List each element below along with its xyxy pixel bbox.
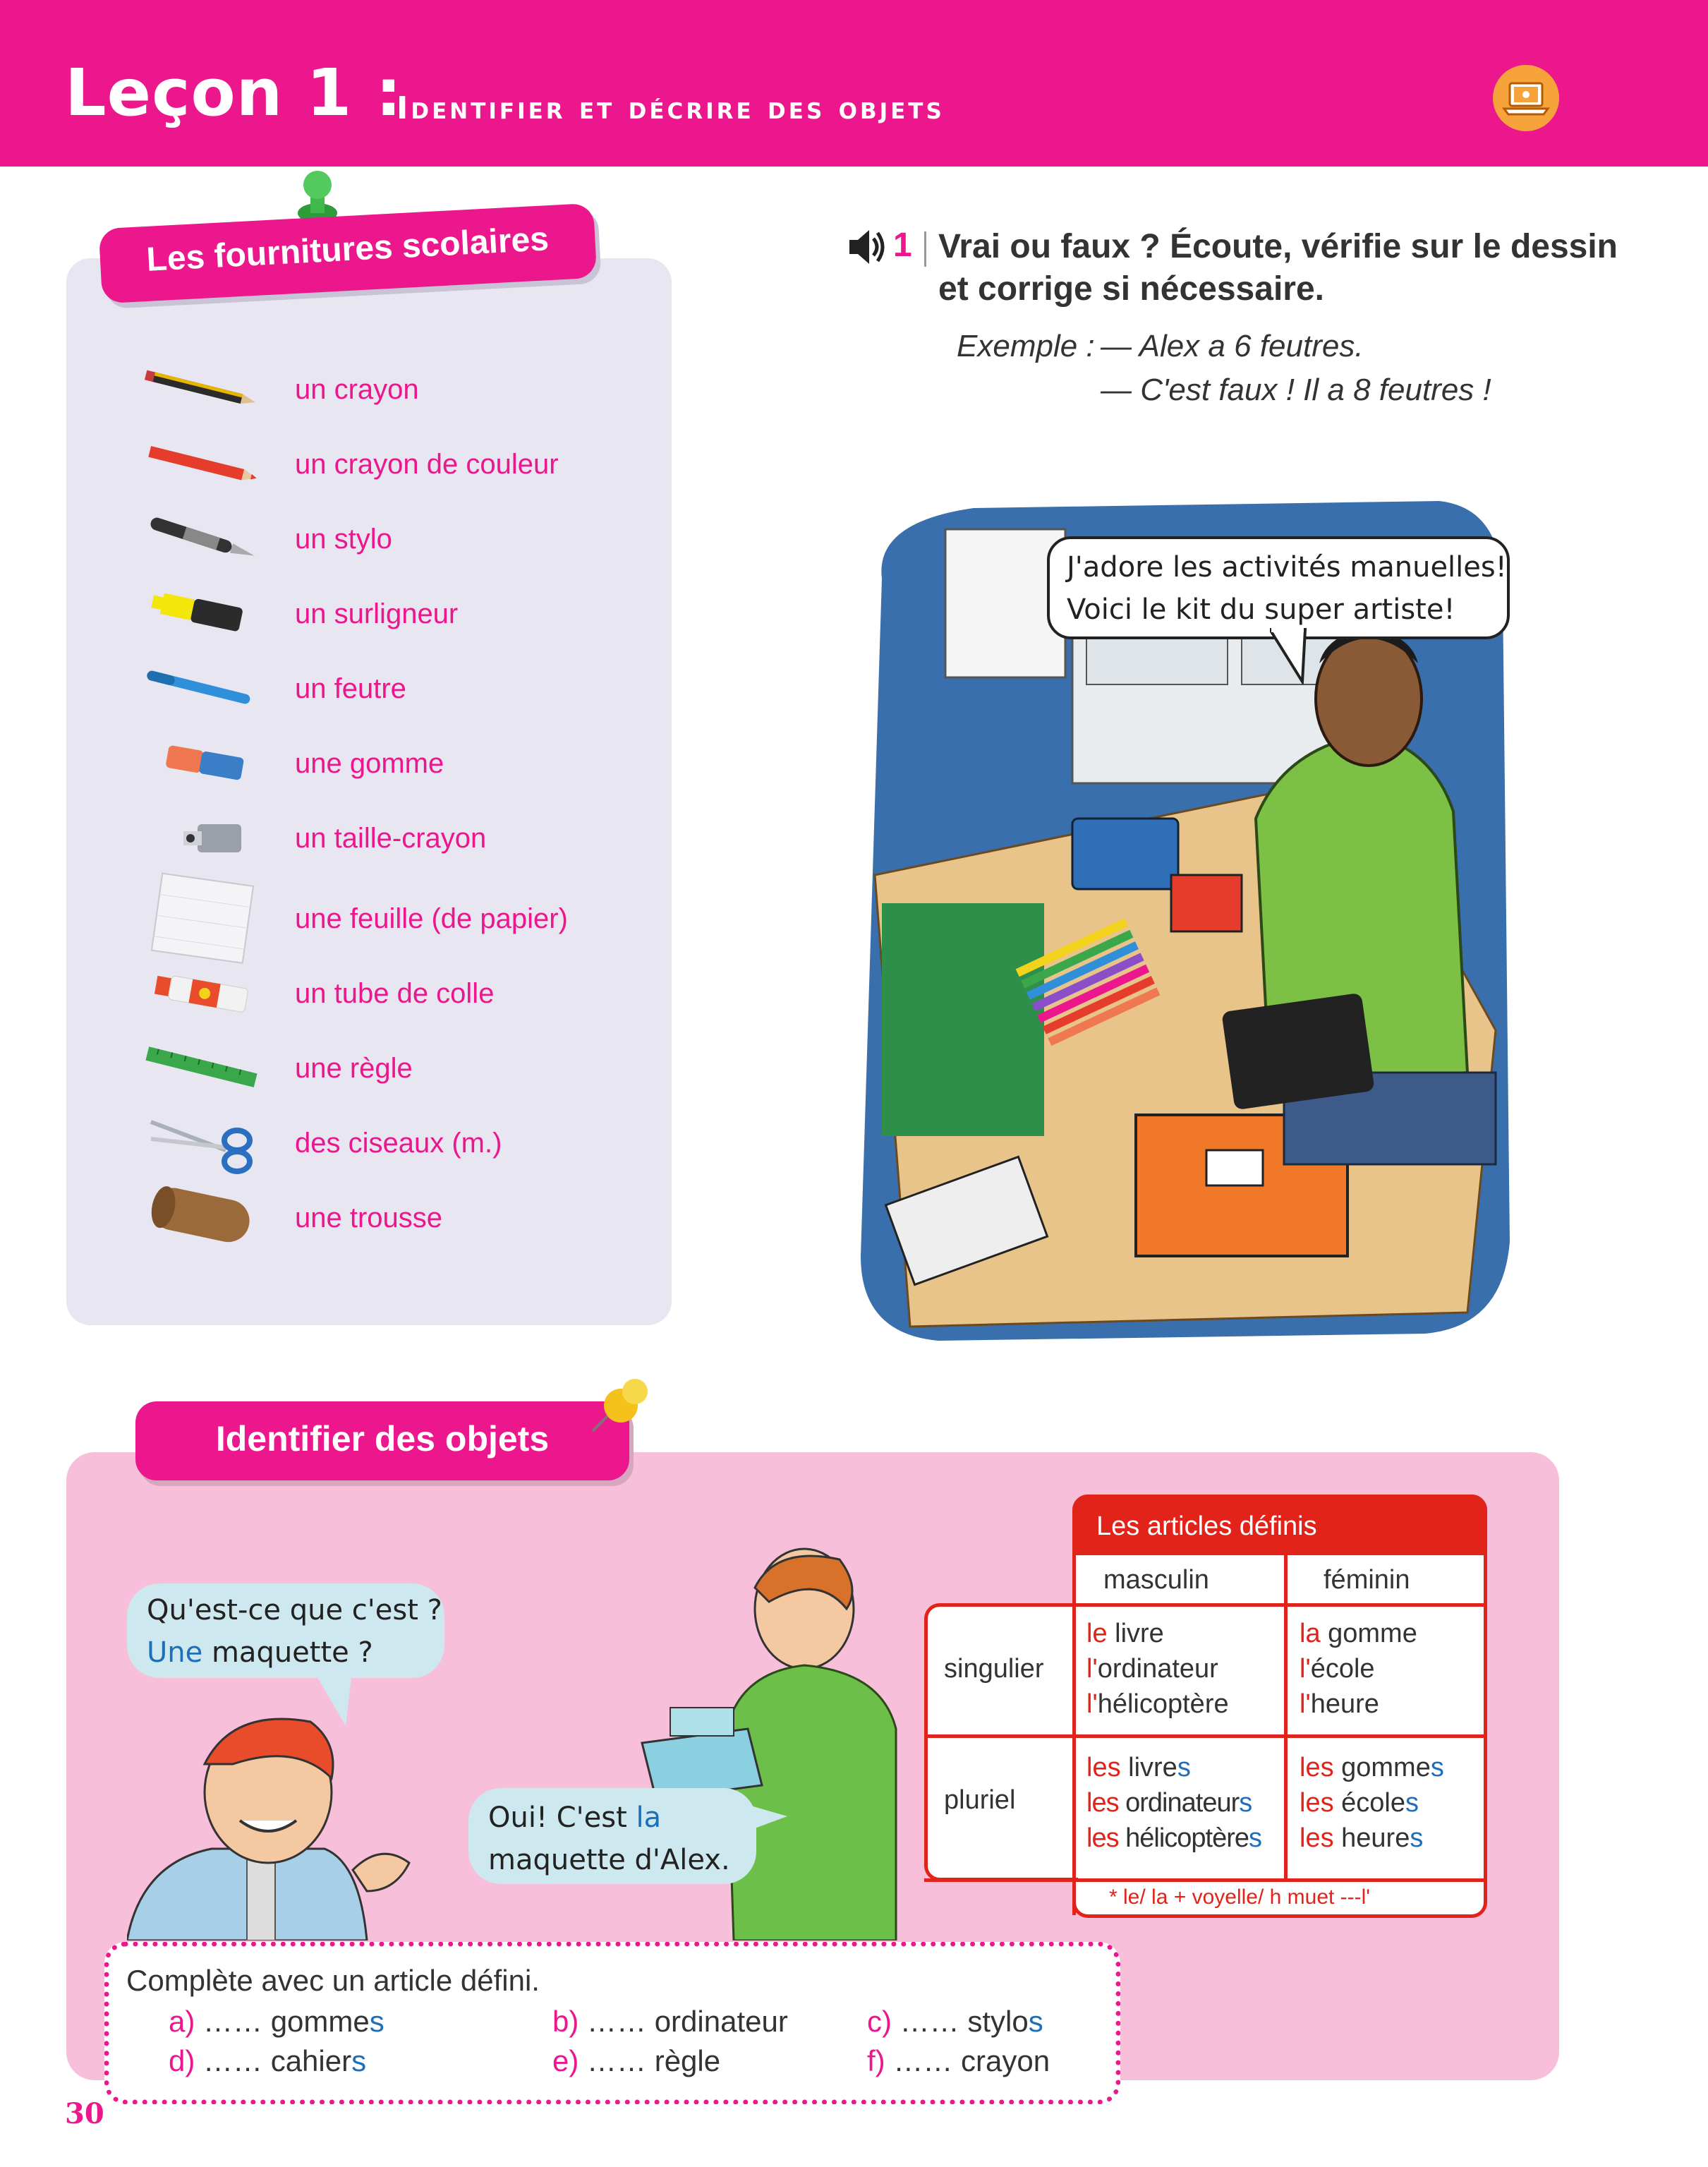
exercise-item-b[interactable] xyxy=(552,2005,788,2039)
item-blank[interactable]: …… xyxy=(195,2005,271,2038)
exercise-instruction: Vrai ou faux ? Écoute, vérifie sur le dessin et corrige si nécessaire. xyxy=(938,228,1618,308)
pencil-case-icon xyxy=(141,1174,261,1259)
item-blank[interactable]: …… xyxy=(579,2005,655,2038)
table-title: Les articles définis xyxy=(1096,1511,1317,1541)
item-letter: d) xyxy=(169,2044,195,2077)
plural-suffix: s xyxy=(1430,1753,1444,1782)
article-part: les xyxy=(1300,1753,1334,1782)
supply-label: des ciseaux (m.) xyxy=(295,1128,502,1159)
scissors-icon xyxy=(141,1108,261,1178)
plural-suffix: s xyxy=(1239,1788,1252,1818)
article-part: les xyxy=(1300,1788,1334,1818)
speech-line: J'adore les activités manuelles! xyxy=(1067,551,1507,584)
audio-speaker-icon[interactable] xyxy=(845,226,888,268)
table-cell-entry xyxy=(1086,1823,1261,1854)
question-rest: maquette ? xyxy=(202,1636,373,1669)
grid-line xyxy=(924,1734,1487,1738)
speech-line: Voici le kit du super artiste! xyxy=(1067,593,1455,626)
plural-suffix: s xyxy=(1410,1823,1424,1853)
plural-suffix: s xyxy=(1405,1788,1419,1818)
supply-label: un crayon de couleur xyxy=(295,449,559,480)
item-word: cahier xyxy=(270,2044,352,2077)
item-word: crayon xyxy=(961,2044,1050,2077)
exercise2-instruction: Complète avec un article défini. xyxy=(126,1964,540,1997)
row-header-block xyxy=(924,1603,1078,1881)
article-part: la xyxy=(1300,1619,1321,1648)
definite-article: la xyxy=(636,1801,662,1834)
supply-item xyxy=(141,653,663,724)
supply-item xyxy=(141,728,663,799)
ruler-icon xyxy=(141,1033,261,1104)
item-blank[interactable]: …… xyxy=(579,2044,655,2077)
indefinite-article: Une xyxy=(147,1636,203,1669)
article-part: le xyxy=(1086,1619,1108,1648)
plural-suffix: s xyxy=(1028,2005,1043,2038)
supply-label: un taille-crayon xyxy=(295,823,487,854)
item-word: stylo xyxy=(967,2005,1029,2038)
plural-suffix: s xyxy=(1249,1823,1262,1853)
item-word: gomme xyxy=(270,2005,370,2038)
example-line: — C'est faux ! Il a 8 feutres ! xyxy=(1101,373,1491,407)
lesson-subtitle: Identifier et décrire des objets xyxy=(396,90,945,126)
supply-label: une règle xyxy=(295,1053,413,1084)
noun-part: heure xyxy=(1310,1689,1379,1719)
item-letter: e) xyxy=(552,2044,579,2077)
grid-line xyxy=(924,1878,1487,1882)
exercise-item-d[interactable] xyxy=(169,2044,366,2078)
supply-item xyxy=(141,429,663,500)
noun-part: école xyxy=(1333,1788,1405,1818)
table-footnote: * le/ la + voyelle/ h muet ---l' xyxy=(1109,1885,1371,1909)
colored-pencil-icon xyxy=(141,429,261,500)
supply-label: un feutre xyxy=(295,673,406,704)
supply-item xyxy=(141,1033,663,1104)
supplies-title: Les fournitures scolaires xyxy=(145,220,550,279)
supply-label: un tube de colle xyxy=(295,978,495,1009)
supply-label: un stylo xyxy=(295,524,392,555)
exercise-item-a[interactable] xyxy=(169,2005,384,2039)
supply-item xyxy=(141,354,663,425)
article-part: l' xyxy=(1086,1689,1098,1719)
supply-item xyxy=(141,958,663,1029)
exercise-item-f[interactable] xyxy=(867,2044,1050,2078)
supply-label: un surligneur xyxy=(295,598,459,629)
table-cell-entry xyxy=(1086,1654,1218,1684)
item-letter: b) xyxy=(552,2005,579,2038)
supply-label: une trousse xyxy=(295,1202,443,1233)
table-cell-entry xyxy=(1300,1753,1444,1783)
supply-item xyxy=(141,872,663,964)
plural-suffix: s xyxy=(369,2005,384,2038)
highlighter-icon xyxy=(141,579,261,649)
answer-start: Oui! C'est xyxy=(488,1801,636,1834)
answer-bubble-tail xyxy=(734,1801,790,1843)
supply-item xyxy=(141,1108,663,1178)
eraser-icon xyxy=(141,728,261,799)
article-part: l' xyxy=(1086,1654,1098,1684)
answer-line-2: maquette d'Alex. xyxy=(488,1844,730,1876)
noun-part: ordinateur xyxy=(1097,1654,1218,1684)
pen-icon xyxy=(141,504,261,574)
exercise-divider xyxy=(924,231,926,267)
col-header-masculin: masculin xyxy=(1103,1565,1209,1595)
articles-table xyxy=(924,1495,1489,1922)
item-letter: a) xyxy=(169,2005,195,2038)
supply-item xyxy=(141,1174,663,1259)
speech-bubble-tail xyxy=(1270,628,1312,684)
sharpener-icon xyxy=(141,803,261,874)
laptop-icon[interactable] xyxy=(1493,65,1559,131)
exercise-number: 1 xyxy=(893,227,912,264)
article-part: les xyxy=(1300,1823,1334,1853)
page-number: 30 xyxy=(65,2097,104,2130)
grid-line xyxy=(1072,1603,1487,1607)
article-part: l' xyxy=(1300,1654,1311,1684)
plural-suffix: s xyxy=(1177,1753,1191,1782)
table-cell-entry xyxy=(1300,1788,1419,1818)
col-header-feminin: féminin xyxy=(1324,1565,1410,1595)
noun-part: livre xyxy=(1107,1619,1164,1648)
yellow-pushpin-icon xyxy=(586,1375,656,1438)
question-line-2 xyxy=(147,1631,373,1674)
noun-part: livre xyxy=(1120,1753,1177,1782)
supply-item xyxy=(141,579,663,649)
noun-part: école xyxy=(1310,1654,1375,1684)
supply-item xyxy=(141,504,663,574)
table-cell-entry xyxy=(1086,1788,1252,1818)
example-label: Exemple : xyxy=(957,329,1095,363)
noun-part: hélicoptère xyxy=(1118,1823,1249,1853)
table-cell-entry xyxy=(1086,1753,1191,1783)
noun-part: gomme xyxy=(1333,1753,1431,1782)
item-letter: c) xyxy=(867,2005,892,2038)
article-part: les xyxy=(1086,1788,1119,1818)
item-blank[interactable]: …… xyxy=(885,2044,961,2077)
felt-pen-icon xyxy=(141,653,261,724)
answer-line xyxy=(488,1797,661,1839)
table-cell-entry xyxy=(1086,1689,1229,1720)
supply-label: une feuille (de papier) xyxy=(295,903,568,934)
supply-label: une gomme xyxy=(295,748,444,779)
supply-item xyxy=(141,803,663,874)
table-cell-entry xyxy=(1086,1619,1164,1649)
article-part: l' xyxy=(1300,1689,1311,1719)
noun-part: heure xyxy=(1333,1823,1410,1853)
table-cell-entry xyxy=(1300,1619,1417,1649)
boy-left-illustration xyxy=(127,1701,452,1940)
identify-title: Identifier des objets xyxy=(215,1419,550,1459)
noun-part: hélicoptère xyxy=(1097,1689,1229,1719)
exercise-item-e[interactable] xyxy=(552,2044,720,2078)
speech-bubble xyxy=(1047,536,1510,639)
lesson-title: Leçon 1 : xyxy=(65,55,403,131)
table-cell-entry xyxy=(1300,1689,1379,1720)
article-part: les xyxy=(1086,1823,1119,1853)
exercise-item-c[interactable] xyxy=(867,2005,1043,2039)
identify-banner xyxy=(135,1401,629,1480)
table-cell-entry xyxy=(1300,1654,1375,1684)
item-blank[interactable]: …… xyxy=(195,2044,271,2077)
noun-part: ordinateur xyxy=(1118,1788,1240,1818)
item-blank[interactable]: …… xyxy=(892,2005,968,2038)
noun-part: gomme xyxy=(1320,1619,1417,1648)
question-line: Qu'est-ce que c'est ? xyxy=(147,1594,442,1626)
paper-sheet-icon xyxy=(141,872,261,964)
row-header-singulier: singulier xyxy=(944,1654,1044,1684)
plural-suffix: s xyxy=(351,2044,367,2077)
table-cell-entry xyxy=(1300,1823,1423,1854)
item-word: ordinateur xyxy=(654,2005,788,2038)
supply-label: un crayon xyxy=(295,374,419,405)
article-part: les xyxy=(1086,1753,1121,1782)
item-letter: f) xyxy=(867,2044,885,2077)
pencil-icon xyxy=(141,354,261,425)
glue-tube-icon xyxy=(141,958,261,1029)
item-word: règle xyxy=(654,2044,721,2077)
row-header-pluriel: pluriel xyxy=(944,1785,1016,1815)
exercise-box xyxy=(104,1942,1120,2104)
example-line: — Alex a 6 feutres. xyxy=(1101,329,1364,363)
